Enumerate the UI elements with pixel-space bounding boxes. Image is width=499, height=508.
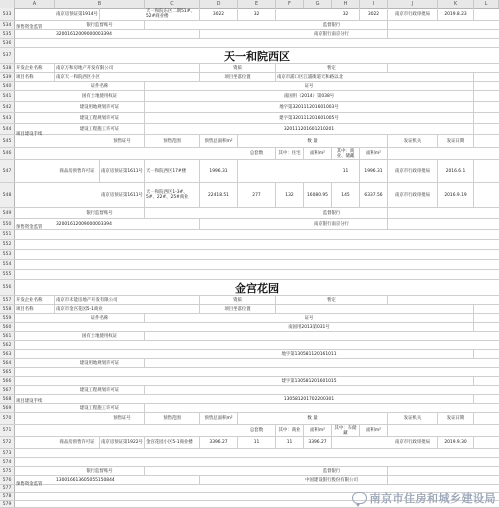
sheet-row[interactable] <box>0 39 499 48</box>
cell[interactable]: 建设工程规划许可证 <box>55 386 145 394</box>
cell[interactable]: 面积m² <box>360 148 388 159</box>
cell[interactable]: 中国建设银行股份有限公司 <box>276 476 388 484</box>
project-title: 金宫花园 <box>235 282 279 295</box>
cell[interactable]: 南京银行南京分行 <box>276 219 388 229</box>
cell[interactable]: 地字第320111201601003号 <box>145 102 474 112</box>
cell[interactable]: 国有土地使用权证 <box>55 332 145 340</box>
sheet-row[interactable] <box>0 73 499 82</box>
cell[interactable]: 发证日期 <box>438 135 474 147</box>
watermark <box>352 490 497 506</box>
row-number[interactable]: 556 <box>0 280 15 295</box>
col-header[interactable]: E <box>238 0 276 8</box>
col-header[interactable]: C <box>145 0 200 8</box>
sheet-row[interactable] <box>0 64 499 73</box>
sheet-row[interactable] <box>0 341 499 350</box>
cell[interactable]: 南京银行南京分行 <box>276 30 388 38</box>
cell[interactable]: 2019.9.30 <box>438 437 474 448</box>
row-number[interactable]: 536 <box>0 39 15 47</box>
row-number[interactable]: 541 <box>0 91 15 101</box>
side-label: 预售资金监管 <box>16 225 43 230</box>
row-number[interactable]: 533 <box>0 8 15 20</box>
cell[interactable]: 预售范围 <box>145 413 200 424</box>
cell[interactable]: 32 <box>238 8 276 20</box>
cell[interactable]: 天一和院西区1-3#、5#、22#、25#商业 <box>145 183 200 207</box>
cell[interactable]: 地字第130581120161011 <box>145 350 474 358</box>
row-number[interactable]: 561 <box>0 332 15 340</box>
cell[interactable]: 发证机关 <box>388 413 438 424</box>
cell[interactable]: 130581201702200301 <box>145 395 474 403</box>
cell[interactable]: 建设工程规划许可证 <box>55 113 145 123</box>
cell[interactable]: 暂定 <box>276 296 388 304</box>
sheet-row[interactable] <box>0 377 499 386</box>
row-number[interactable]: 579 <box>0 501 15 507</box>
row-number[interactable]: 554 <box>0 260 15 269</box>
sheet-row[interactable] <box>0 148 499 160</box>
row-number[interactable]: 551 <box>0 230 15 239</box>
row-number[interactable]: 550 <box>0 219 15 229</box>
col-header[interactable]: G <box>304 0 332 8</box>
side-label: 项目建设手续 <box>16 399 43 404</box>
cell[interactable]: 面积m² <box>304 425 332 436</box>
cell[interactable]: 资质 <box>200 296 276 304</box>
side-label: 预售资金监管 <box>16 482 43 487</box>
col-header[interactable]: L <box>474 0 499 8</box>
row-number[interactable]: 576 <box>0 476 15 484</box>
cell[interactable]: 南京市行政审批局 <box>388 183 438 207</box>
cell[interactable]: 预售证号 <box>100 413 145 424</box>
sheet-row[interactable] <box>0 386 499 395</box>
sheet-row[interactable] <box>0 404 499 413</box>
cell[interactable]: 11 <box>276 437 304 448</box>
cell[interactable]: 预售范围 <box>145 135 200 147</box>
cell[interactable]: 3022 <box>360 8 388 20</box>
row-number[interactable]: 542 <box>0 102 15 112</box>
cell[interactable]: 总套数 <box>238 425 276 436</box>
row-number[interactable]: 565 <box>0 368 15 376</box>
sheet-row[interactable] <box>0 350 499 359</box>
col-header[interactable]: H <box>332 0 360 8</box>
cell[interactable]: 监督银行 <box>276 467 388 475</box>
row-number[interactable]: 558 <box>0 305 15 313</box>
cell[interactable]: 南京市金宫花园5-1商业 <box>55 305 200 313</box>
cell[interactable]: 面积m² <box>304 148 332 159</box>
col-header[interactable]: D <box>200 0 238 8</box>
col-header[interactable]: K <box>438 0 474 8</box>
cell[interactable]: 总套数 <box>238 148 276 159</box>
row-number[interactable]: 538 <box>0 64 15 72</box>
sheet-row[interactable] <box>0 425 499 437</box>
cell[interactable]: 145 <box>332 183 360 207</box>
sheet-row[interactable] <box>0 91 499 102</box>
cell[interactable]: 证号 <box>145 314 474 322</box>
cell[interactable]: 金宫花园小区5-1商业楼 <box>145 437 200 448</box>
sheet-row[interactable] <box>0 219 499 230</box>
row-number[interactable]: 546 <box>0 148 15 159</box>
side-label: 项目建设手续 <box>16 132 43 137</box>
row-number[interactable]: 557 <box>0 296 15 304</box>
cell[interactable]: 证件名称 <box>55 314 145 322</box>
row-number[interactable]: 577 <box>0 485 15 492</box>
cell[interactable]: 建设工程施工许可证 <box>55 404 145 412</box>
cell[interactable]: 南京市行政审批局 <box>388 160 438 182</box>
sheet-row[interactable] <box>0 8 499 21</box>
row-number[interactable]: 553 <box>0 250 15 259</box>
sheet-row[interactable] <box>0 250 499 260</box>
cell[interactable]: 132 <box>276 183 304 207</box>
cell[interactable]: 32 <box>332 8 360 20</box>
row-number[interactable]: 563 <box>0 350 15 358</box>
cell[interactable]: 建设工程施工许可证 <box>55 124 145 134</box>
row-number[interactable]: 559 <box>0 314 15 322</box>
sheet-row[interactable] <box>0 467 499 476</box>
cell[interactable]: 国有土地使用权证 <box>55 91 145 101</box>
cell[interactable]: 项目名称 <box>15 305 55 313</box>
cell[interactable]: 南京房预证第1611号 <box>100 183 145 207</box>
row-number[interactable]: 535 <box>0 30 15 38</box>
cell[interactable]: 资质 <box>200 64 276 72</box>
row-number[interactable]: 537 <box>0 48 15 63</box>
sheet-row[interactable] <box>0 368 499 377</box>
cell[interactable]: 32001612009000003394 <box>55 219 200 229</box>
col-header[interactable]: A <box>15 0 55 8</box>
row-number[interactable]: 539 <box>0 73 15 81</box>
cell[interactable]: 暂定 <box>276 64 388 72</box>
sheet-row[interactable] <box>0 183 499 208</box>
cell[interactable]: 南京市行政审批局 <box>388 437 438 448</box>
sheet-row[interactable] <box>0 82 499 91</box>
cell[interactable]: 建设用地规划许可证 <box>55 359 145 367</box>
sheet-row[interactable] <box>0 208 499 219</box>
col-header[interactable]: F <box>276 0 304 8</box>
sheet-row[interactable] <box>0 113 499 124</box>
row-number[interactable]: 534 <box>0 21 15 29</box>
row-number[interactable]: 567 <box>0 386 15 394</box>
cell[interactable]: 南国用2013第031号 <box>145 323 474 331</box>
cell[interactable]: 商品房预售许可证 <box>55 160 100 182</box>
cell[interactable]: 监督银行 <box>276 208 388 218</box>
cell[interactable]: 数 量 <box>238 135 388 147</box>
col-header[interactable]: J <box>388 0 438 8</box>
cell[interactable]: 银行监督账号 <box>55 208 145 218</box>
row-number[interactable]: 571 <box>0 425 15 436</box>
cell[interactable]: 预售总面积m² <box>200 413 238 424</box>
sheet-row[interactable] <box>0 135 499 148</box>
col-header[interactable]: I <box>360 0 388 8</box>
row-number[interactable]: 543 <box>0 113 15 123</box>
cell[interactable]: 预售证号 <box>100 135 145 147</box>
cell[interactable]: 11 <box>238 437 276 448</box>
cell[interactable]: 其中：商业、储藏 <box>332 148 360 159</box>
cell[interactable]: 130016613605055150844 <box>55 476 200 484</box>
cell[interactable]: 11 <box>332 160 360 182</box>
cell[interactable]: 南京市未能房地产开发有限公司 <box>55 296 200 304</box>
cell[interactable]: 3022 <box>200 8 238 20</box>
row-number[interactable]: 562 <box>0 341 15 349</box>
col-header[interactable]: B <box>55 0 145 8</box>
row-number[interactable]: 572 <box>0 437 15 448</box>
cell[interactable]: 南国用（2014）第038号 <box>145 91 474 101</box>
row-number[interactable]: 555 <box>0 270 15 279</box>
row-number[interactable]: 575 <box>0 467 15 475</box>
sheet-row[interactable] <box>0 260 499 270</box>
sheet-row[interactable] <box>0 323 499 332</box>
sheet-row[interactable] <box>0 458 499 467</box>
sheet-row[interactable] <box>0 124 499 135</box>
cell[interactable]: 2019.8.23 <box>438 8 474 20</box>
cell[interactable]: 商品房预售许可证 <box>55 437 100 448</box>
cell[interactable]: 3396.27 <box>200 437 238 448</box>
cell[interactable]: 南京市浦口区江浦街道天和路以北 <box>276 73 474 81</box>
cell[interactable]: 发证日期 <box>438 413 474 424</box>
sheet-row[interactable] <box>0 240 499 250</box>
corner-cell[interactable] <box>0 0 15 8</box>
row-number[interactable]: 549 <box>0 208 15 218</box>
cell[interactable]: 3396.27 <box>304 437 332 448</box>
sheet-row[interactable] <box>0 305 499 314</box>
cell[interactable]: 32001612009000003394 <box>55 30 200 38</box>
cell[interactable]: 320111201601210201 <box>145 124 474 134</box>
row-number[interactable]: 578 <box>0 493 15 500</box>
row-number[interactable]: 545 <box>0 135 15 147</box>
project-title: 天一和院西区 <box>224 50 290 63</box>
sheet-row[interactable] <box>0 314 499 323</box>
sheet-row[interactable] <box>0 30 499 39</box>
cell[interactable]: 1996.31 <box>360 160 388 182</box>
cell[interactable]: 开发企业名称 <box>15 64 55 72</box>
cell[interactable]: 南京房预证第1914号 <box>55 8 100 20</box>
sheet-row[interactable] <box>0 476 499 485</box>
sheet-row[interactable] <box>0 413 499 425</box>
row-number[interactable]: 560 <box>0 323 15 331</box>
cell[interactable]: 面积m² <box>360 425 388 436</box>
cell[interactable]: 项目坐落位置 <box>200 305 276 313</box>
cell[interactable]: 其中：车储藏 <box>332 425 360 436</box>
cell[interactable]: 监督银行 <box>276 21 388 29</box>
cell[interactable]: 项目名称 <box>15 73 55 81</box>
sheet-row[interactable] <box>0 296 499 305</box>
watermark-text: 南京市住房和城乡建设局 <box>369 492 496 505</box>
chat-bubble-icon <box>352 492 367 504</box>
row-number[interactable]: 574 <box>0 458 15 466</box>
sheet-row[interactable] <box>0 359 499 368</box>
cell[interactable]: 其中：住宅 <box>276 148 304 159</box>
row-number[interactable]: 564 <box>0 359 15 367</box>
cell[interactable]: 其中：商业 <box>276 425 304 436</box>
cell[interactable]: 2016.9.19 <box>438 183 474 207</box>
cell[interactable]: 南京万和房地产开发有限公司 <box>55 64 200 72</box>
sheet-row[interactable] <box>0 395 499 404</box>
sheet-row[interactable] <box>0 437 499 449</box>
row-number[interactable]: 569 <box>0 404 15 412</box>
cell[interactable]: 2016.6.1 <box>438 160 474 182</box>
sheet-row[interactable] <box>0 449 499 458</box>
side-label: 预售资金监管 <box>16 25 43 30</box>
cell[interactable]: 证号 <box>145 82 474 90</box>
cell[interactable]: 1996.31 <box>200 160 238 182</box>
cell[interactable]: 开发企业名称 <box>15 296 55 304</box>
sheet-row[interactable] <box>0 160 499 183</box>
row-number[interactable]: 544 <box>0 124 15 134</box>
sheet-row[interactable] <box>0 280 499 296</box>
cell[interactable]: 南京房预证第1611号 <box>100 160 145 182</box>
cell[interactable]: 建字第130581201601015 <box>145 377 474 385</box>
row-number[interactable]: 568 <box>0 395 15 403</box>
cell[interactable]: 银行监督账号 <box>55 21 145 29</box>
cell[interactable]: 天一和院东区二期51#、52#商业楼 <box>145 8 200 20</box>
cell[interactable]: 6337.56 <box>360 183 388 207</box>
cell[interactable]: 项目坐落位置 <box>200 73 276 81</box>
cell[interactable]: 预售总面积m² <box>200 135 238 147</box>
sheet-row[interactable] <box>0 21 499 30</box>
sheet-row[interactable] <box>0 230 499 240</box>
row-number[interactable]: 547 <box>0 160 15 182</box>
cell[interactable]: 银行监督账号 <box>55 467 145 475</box>
sheet-row[interactable] <box>0 332 499 341</box>
cell[interactable]: 22418.51 <box>200 183 238 207</box>
cell[interactable]: 277 <box>238 183 276 207</box>
row-number[interactable]: 566 <box>0 377 15 385</box>
row-number[interactable]: 548 <box>0 183 15 207</box>
cell[interactable]: 建字第320111201601005号 <box>145 113 474 123</box>
cell[interactable]: 数 量 <box>238 413 388 424</box>
cell[interactable]: 南京市行政审批局 <box>388 8 438 20</box>
cell[interactable]: 证件名称 <box>55 82 145 90</box>
row-number[interactable]: 570 <box>0 413 15 424</box>
cell[interactable]: 建设用地规划许可证 <box>55 102 145 112</box>
cell[interactable]: 南京天一和院西区小区 <box>55 73 200 81</box>
cell[interactable]: 天一和院西区17#楼 <box>145 160 200 182</box>
row-number[interactable]: 552 <box>0 240 15 249</box>
cell[interactable]: 发证机关 <box>388 135 438 147</box>
cell[interactable]: 南京房预证第1922号 <box>100 437 145 448</box>
row-number[interactable]: 540 <box>0 82 15 90</box>
sheet-row[interactable] <box>0 102 499 113</box>
sheet-row[interactable] <box>0 270 499 280</box>
row-number[interactable]: 573 <box>0 449 15 457</box>
cell[interactable] <box>276 305 474 313</box>
cell[interactable]: 16080.95 <box>304 183 332 207</box>
